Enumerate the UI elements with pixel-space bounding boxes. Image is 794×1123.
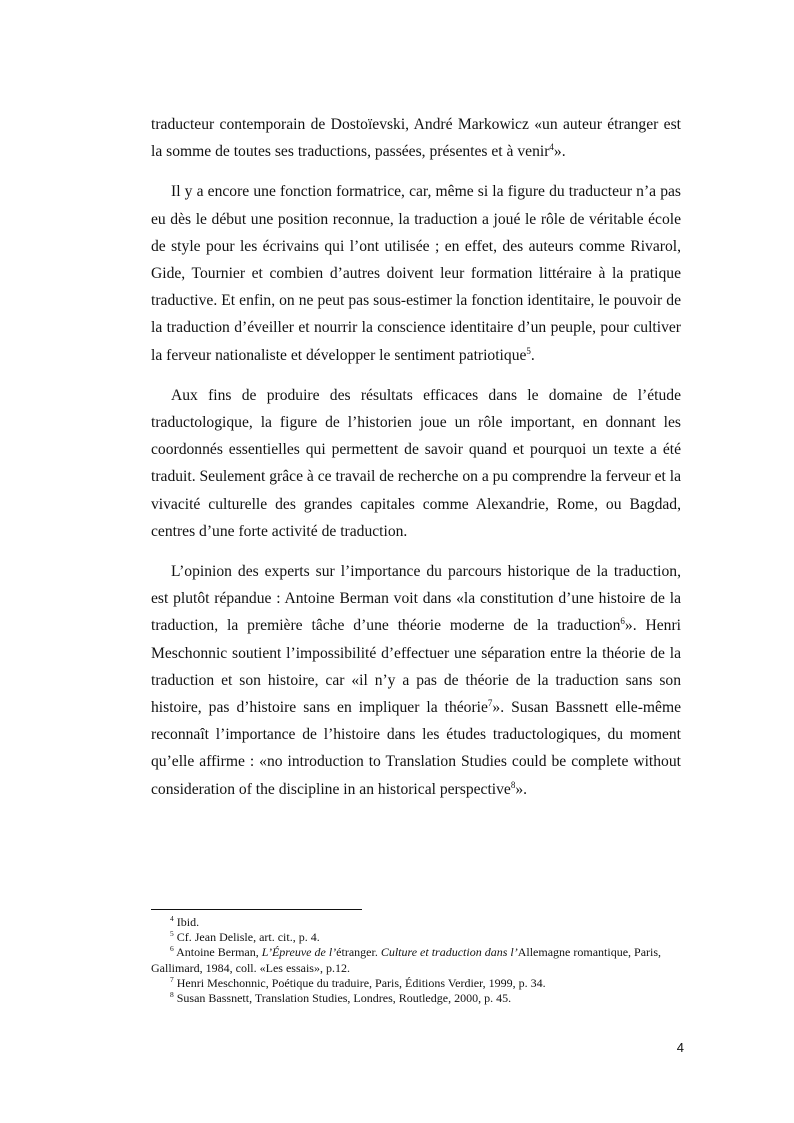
body-text: [151, 111, 681, 816]
footnote-ref-6[interactable]: 6: [620, 616, 625, 627]
footnote-ref-7[interactable]: 7: [487, 697, 493, 708]
footnote-5: $^5$ Cf. Jean Delisle, art. cit., p. 4.: [170, 929, 320, 945]
footnote-4: $^4$ Ibid.: [170, 914, 200, 929]
footnote-ref-4[interactable]: 4: [549, 142, 554, 153]
paragraph-2: Il y a encore une fonction formatrice, car, même si la figure du traducteur n’a pas eu dès le début une position reconnue, la traduction a joué le rôle de véritable école de style pour les écrivains qui l’ont utilisée ; en effet, des auteurs comme Rivarol, Gide, Tournier et combien d’autres doivent leur formation littéraire à la pratique traductive. Et enfin, on ne peut pas sous-estimer la fonction identitaire, le pouvoir de la traduction d’éveiller et nourrir la conscience identitaire d’un peuple, pour cultiver la ferveur nationaliste et développer le sentiment patriotique$^5$.: [151, 183, 681, 364]
paragraph-1: traducteur contemporain de Dostoïevski, André Markowicz «un auteur étranger est la somme de toutes ses traductions, passées, présentes et à venir$^4$».: [151, 116, 681, 161]
footnote-ref-5[interactable]: 5: [526, 345, 531, 356]
footnotes: [151, 915, 681, 1006]
footnote-7: $^7$ Henri Meschonnic, Poétique du traduire, Paris, Éditions Verdier, 1999, p. 34.: [170, 974, 546, 990]
footnote-separator: [151, 909, 362, 910]
footnote-6: $^6$ Antoine Berman, L’Épreuve de l’étranger. Culture et traduction dans l’Allemagne romantique, Paris, Gallimard, 1984, coll. «Les essais», p.12.: [151, 944, 662, 975]
paragraph-4: L’opinion des experts sur l’importance du parcours historique de la traduction, est plutôt répandue : Antoine Berman voit dans «la constitution d’une histoire de la traduction, la première tâche d’une théorie moderne de la traduction$^6$». Henri Meschonnic soutient l’impossibilité d’effectuer une séparation entre la théorie de la traduction et son histoire, car «il n’y a pas de théorie de la traduction sans son histoire, pas d’histoire sans en impliquer la théorie$^7$». Susan Bassnett elle-même reconnaît l’importance de l’histoire dans les études traductologiques, du moment qu’elle affirme : «no introduction to Translation Studies could be complete without consideration of the discipline in an historical perspective$^8$».: [151, 563, 681, 798]
footnote-ref-8[interactable]: 8: [510, 779, 516, 790]
paragraph-3: Aux fins de produire des résultats efficaces dans le domaine de l’étude traductologique, la figure de l’historien joue un rôle important, en donnant les coordonnés essentielles qui permettent de savoir quand et pourquoi un texte a été traduit. Seulement grâce à ce travail de recherche on a pu comprendre la ferveur et la vivacité culturelle des grandes capitales comme Alexandrie, Rome, ou Bagdad, centres d’une forte activité de traduction.: [151, 386, 681, 540]
footnote-8: $^8$ Susan Bassnett, Translation Studies, Londres, Routledge, 2000, p. 45.: [170, 990, 512, 1006]
page-number: 4: [676, 1040, 684, 1055]
